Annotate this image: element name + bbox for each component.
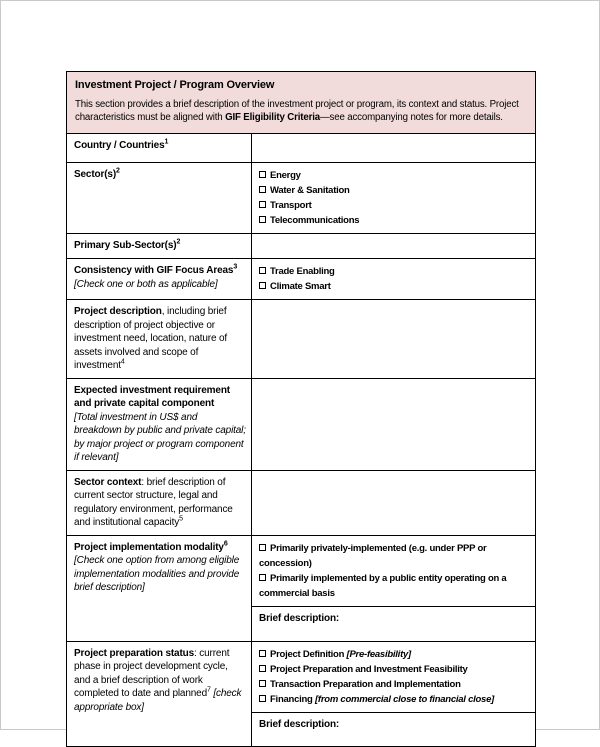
checkbox-option-transport[interactable]: Transport [259, 198, 529, 213]
preparation-status-note: [check appropriate box] [74, 688, 242, 713]
row-subsector [67, 234, 535, 259]
modality-brief-description-cell[interactable] [252, 607, 535, 641]
footnote-2: 2 [176, 238, 181, 246]
checkbox-icon[interactable] [259, 695, 266, 702]
focus-areas-label: Consistency with GIF Focus Areas$^3$ [Check one or both as applicable] [67, 259, 252, 299]
checkbox-option-privately-implemented[interactable]: Primarily privately-implemented (e.g. under PPP or concession) [259, 542, 487, 569]
subsector-label: Primary Sub-$Sector(s)^2$ [67, 234, 252, 258]
row-sector [67, 163, 535, 234]
country-label: Country / Countries$^1$ [67, 134, 252, 162]
checkbox-icon[interactable] [259, 267, 266, 274]
preparation-status-label: Project preparation status: current phase in project development cycle, and a brief description of work completed to date and planned$^7$ [check appropriate box] [67, 642, 252, 746]
description-bold-text: GIF Eligibility Criteria [225, 112, 320, 123]
project-description-label: Project description, including brief description of project objective or investment need, location, nature of assets involved and scope of investment$^4$ [67, 300, 252, 378]
checkbox-icon[interactable] [259, 186, 266, 193]
footnote-5: 5 [179, 515, 183, 523]
subsector-value-cell[interactable] [252, 234, 535, 258]
checkbox-option-transaction-preparation[interactable]: Transaction Preparation and Implementation [259, 677, 529, 692]
checkbox-option-project-definition[interactable]: Project Definition [Pre-feasibility] [259, 647, 529, 662]
footnote-3: 3 [233, 263, 238, 271]
checkbox-icon[interactable] [259, 544, 266, 551]
description-text: This section provides a brief description of the investment project or program, its context and status. Project characteristics must be aligned with [75, 99, 519, 123]
overview-table [66, 71, 536, 747]
investment-requirement-note: [Total investment in US$ and breakdown by public and private capital; by major project or program component if relevant] [74, 411, 246, 463]
checkbox-option-project-preparation[interactable]: Project Preparation and Investment Feasibility [259, 662, 529, 677]
implementation-modality-note: [Check one option from among eligible implementation modalities and provide brief description] [74, 555, 240, 593]
preparation-brief-description-cell[interactable] [252, 713, 535, 746]
implementation-modality-label: Project implementation modality$^6$ [Check one option from among eligible implementation modalities and provide brief description] [67, 536, 252, 641]
investment-requirement-value-cell[interactable] [252, 379, 535, 470]
checkbox-option-public-entity[interactable]: Primarily implemented by a public entity operating on a commercial basis [259, 572, 507, 599]
sector-context-value-cell[interactable] [252, 471, 535, 535]
table-description [75, 98, 527, 124]
footnote-7: 7 [206, 686, 211, 694]
table-title: Investment Project / Program Overview [75, 79, 275, 91]
implementation-modality-right [252, 536, 535, 641]
row-investment-requirement [67, 379, 535, 471]
implementation-modality-options-cell [252, 536, 535, 607]
checkbox-icon[interactable] [259, 171, 266, 178]
checkbox-option-financing[interactable]: Financing [from commercial close to financial close] [259, 692, 529, 707]
project-description-value-cell[interactable] [252, 300, 535, 378]
checkbox-icon[interactable] [259, 665, 266, 672]
footnote-1: 1 [164, 138, 169, 146]
investment-requirement-label: Expected investment requirement and private capital component [Total investment in US$ and breakdown by public and private capital; by major project or program component if relevant] [67, 379, 252, 470]
footnote-4: 4 [120, 358, 125, 366]
checkbox-icon[interactable] [259, 201, 266, 208]
checkbox-option-trade-enabling[interactable]: Trade Enabling [259, 264, 529, 279]
checkbox-icon[interactable] [259, 216, 266, 223]
table-header [67, 72, 535, 134]
sector-label: $Sector(s)^2$ [67, 163, 252, 233]
checkbox-icon[interactable] [259, 650, 266, 657]
checkbox-option-climate-smart[interactable]: Climate Smart [259, 279, 529, 294]
row-sector-context [67, 471, 535, 536]
sector-context-label: Sector context: brief description of current sector structure, legal and regulatory environment, performance and institutional capacity$^5$ [67, 471, 252, 535]
sector-options-cell [252, 163, 535, 233]
focus-areas-note: [Check one or both as applicable] [74, 278, 218, 290]
row-country [67, 134, 535, 163]
focus-areas-options-cell [252, 259, 535, 299]
brief-description-label: Brief description: [259, 612, 340, 624]
footnote-6: 6 [223, 540, 228, 548]
checkbox-option-water-sanitation[interactable]: Water & Sanitation [259, 183, 529, 198]
brief-description-label: Brief description: [259, 718, 340, 730]
checkbox-icon[interactable] [259, 282, 266, 289]
checkbox-icon[interactable] [259, 680, 266, 687]
footnote-2: 2 [116, 167, 120, 175]
row-project-description [67, 300, 535, 379]
checkbox-option-energy[interactable]: Energy [259, 168, 529, 183]
checkbox-option-telecommunications[interactable]: Telecommunications [259, 213, 529, 228]
row-implementation-modality [67, 536, 535, 642]
country-value-cell[interactable] [252, 134, 535, 162]
checkbox-icon[interactable] [259, 574, 266, 581]
description-text-after: —see accompanying notes for more details. [319, 112, 503, 123]
row-focus-areas [67, 259, 535, 300]
preparation-status-options-cell [252, 642, 535, 713]
